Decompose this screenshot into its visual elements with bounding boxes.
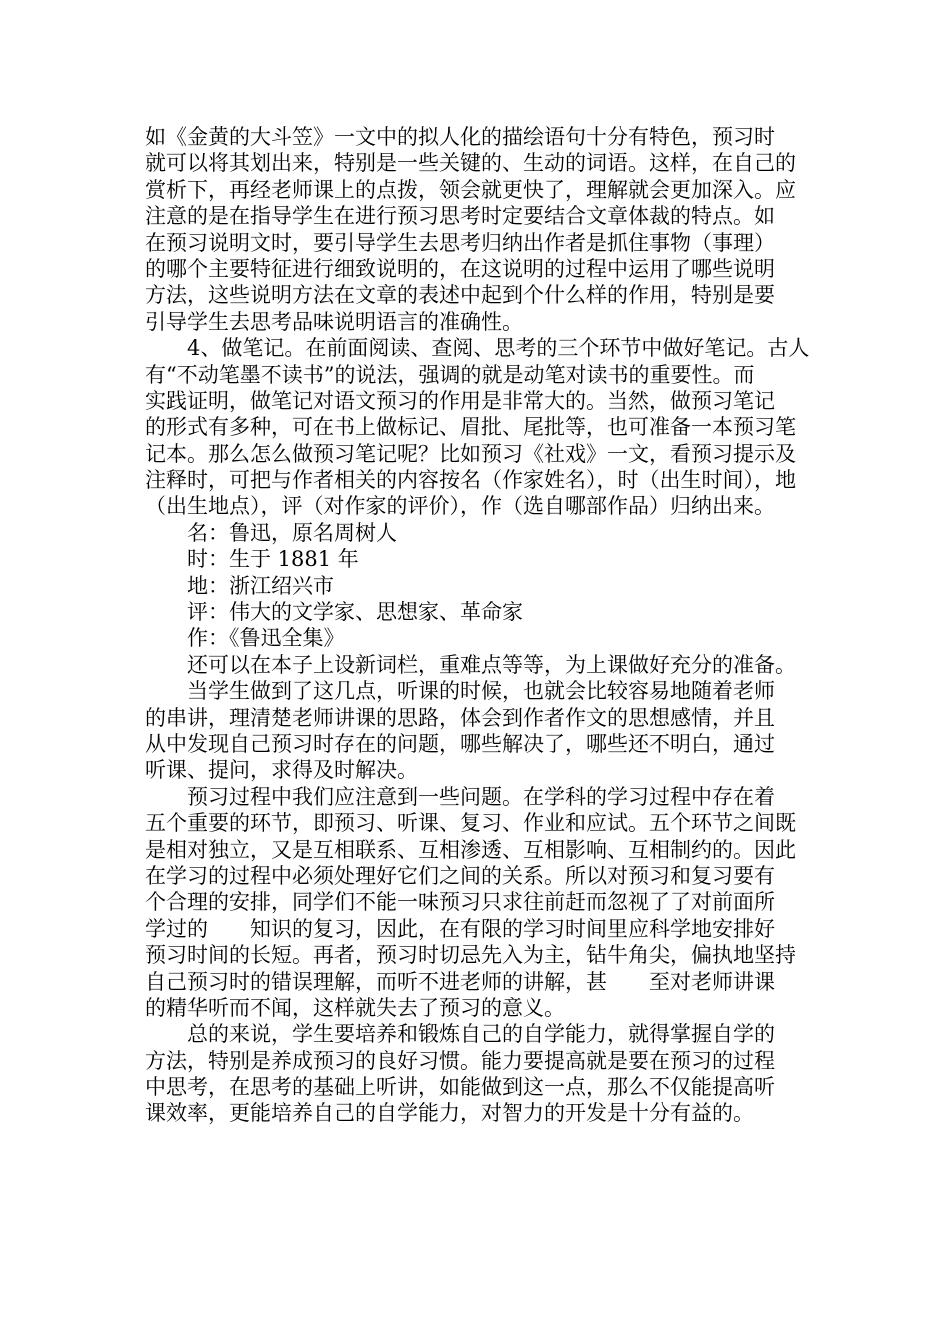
note-entry-works: 作：《鲁迅全集》: [187, 626, 345, 651]
paragraph-line: 从中发现自己预习时存在的问题，哪些解决了，哪些还不明白，通过: [145, 731, 775, 756]
paragraph-line: 听课、提问，求得及时解决。: [145, 758, 418, 783]
paragraph-line: （出生地点），评（对作家的评价），作（选自哪部作品）归纳出来。: [145, 494, 775, 519]
paragraph-line: [145, 969, 817, 995]
note-entry-evaluation: 评：伟大的文学家、思想家、革命家: [187, 600, 523, 625]
paragraph-line: 五个重要的环节，即预习、听课、复习、作业和应试。五个环节之间既: [145, 811, 796, 836]
paragraph-line: 还可以在本子上设新词栏，重难点等等，为上课做好充分的准备。: [187, 652, 796, 677]
text-segment: 自己预习时的错误理解，而听不进老师的讲解，甚: [145, 969, 607, 994]
paragraph-line: 赏析下，再经老师课上的点拨，领会就更快了，理解就会更加深入。应: [145, 177, 796, 202]
paragraph-line: 当学生做到了这几点，听课的时候，也就会比较容易地随着老师: [187, 679, 775, 704]
paragraph-line: 在预习说明文时，要引导学生去思考归纳出作者是抓住事物（事理）: [145, 230, 775, 255]
paragraph-line: 课效率，更能培养自己的自学能力，对智力的开发是十分有益的。: [145, 1101, 754, 1126]
paragraph-line: 是相对独立，又是互相联系、互相渗透、互相影响、互相制约的。因此: [145, 837, 796, 862]
note-entry-time: 时：生于 1881 年: [187, 547, 359, 572]
paragraph-line: 就可以将其划出来，特别是一些关键的、生动的词语。这样，在自己的: [145, 151, 796, 176]
text-segment: 学过的: [145, 916, 208, 941]
paragraph-line: 4、做笔记。在前面阅读、查阅、思考的三个环节中做好笔记。古人: [187, 336, 810, 361]
paragraph-line: 的形式有多种，可在书上做标记、眉批、尾批等，也可准备一本预习笔: [145, 415, 796, 440]
paragraph-line: 中思考，在思考的基础上听讲，如能做到这一点，那么不仅能提高听: [145, 1075, 775, 1100]
paragraph-line: 有“不动笔墨不读书”的说法，强调的就是动笔对读书的重要性。而: [145, 362, 755, 387]
paragraph-line: 实践证明，做笔记对语文预习的作用是非常大的。当然，做预习笔记: [145, 388, 775, 413]
document-body: [145, 124, 817, 1127]
paragraph-line: 注意的是在指导学生在进行预习思考时定要结合文章体裁的特点。如: [145, 204, 775, 229]
paragraph-line: 注释时，可把与作者相关的内容按名（作家姓名），时（出生时间），地: [145, 468, 796, 493]
paragraph-line: 引导学生去思考品味说明语言的准确性。: [145, 309, 523, 334]
note-entry-name: 名：鲁迅，原名周树人: [187, 520, 397, 545]
paragraph-line: [145, 916, 817, 942]
paragraph-line: 总的来说，学生要培养和锻炼自己的自学能力，就得掌握自学的: [187, 1022, 775, 1047]
paragraph-line: 的哪个主要特征进行细致说明的，在这说明的过程中运用了哪些说明: [145, 256, 775, 281]
paragraph-line: 预习过程中我们应注意到一些问题。在学科的学习过程中存在着: [187, 784, 775, 809]
paragraph-line: 个合理的安排，同学们不能一味预习只求往前赶而忽视了了对前面所: [145, 890, 775, 915]
text-segment: 知识的复习，因此，在有限的学习时间里应科学地安排好: [250, 916, 775, 941]
paragraph-line: 的串讲，理清楚老师讲课的思路，体会到作者作文的思想感情，并且: [145, 705, 775, 730]
paragraph-line: 在学习的过程中必须处理好它们之间的关系。所以对预习和复习要有: [145, 863, 775, 888]
note-entry-place: 地：浙江绍兴市: [187, 573, 334, 598]
paragraph-line: 方法，这些说明方法在文章的表述中起到个什么样的作用，特别是要: [145, 283, 775, 308]
paragraph-line: 预习时间的长短。再者，预习时切忌先入为主，钻牛角尖，偏执地坚持: [145, 943, 796, 968]
text-segment: 至对老师讲课: [649, 969, 775, 994]
paragraph-line: 如《金黄的大斗笠》一文中的拟人化的描绘语句十分有特色，预习时: [145, 125, 775, 149]
paragraph-line: 方法，特别是养成预习的良好习惯。能力要提高就是要在预习的过程: [145, 1048, 775, 1073]
paragraph-line: 记本。那么怎么做预习笔记呢？比如预习《社戏》一文，看预习提示及: [145, 441, 796, 466]
paragraph-line: 的精华听而不闻，这样就失去了预习的意义。: [145, 995, 565, 1020]
